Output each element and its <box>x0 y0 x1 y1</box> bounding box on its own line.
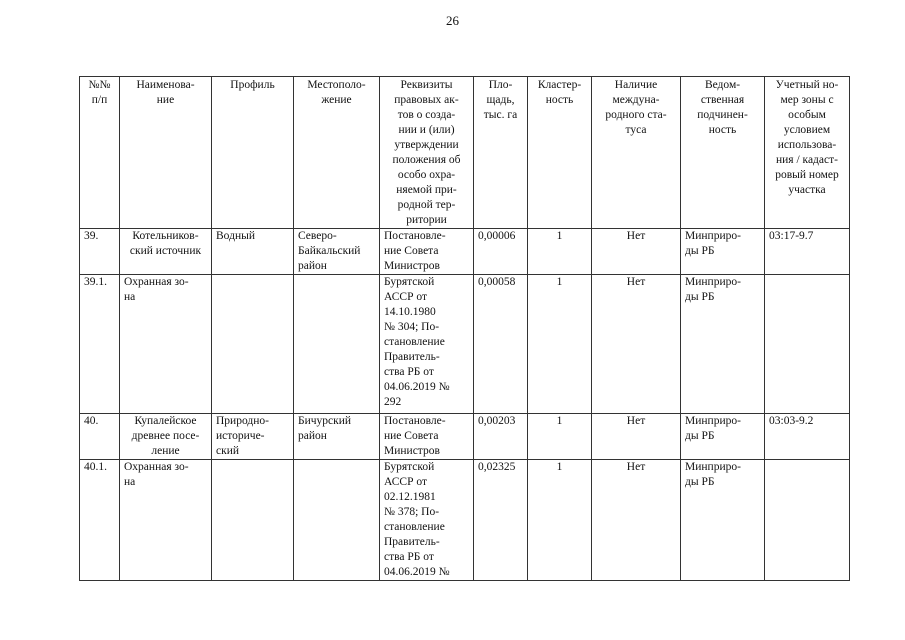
cell-clustering: 1 <box>528 460 592 581</box>
header-name: Наименова- ние <box>120 77 212 229</box>
cell-name: Охранная зо- на <box>120 460 212 581</box>
table-row <box>80 275 850 414</box>
cell-legal-acts: Бурятской АССР от 14.10.1980 № 304; По- становление Правитель- ства РБ от 04.06.2019 № 292 <box>380 275 474 414</box>
table-header-row <box>80 77 850 229</box>
header-registry-number: Учетный но- мер зоны с особым условием использова- ния / кадаст- ровый номер участка <box>765 77 850 229</box>
cell-legal-acts: Постановле- ние Совета Министров <box>380 229 474 275</box>
cell-location <box>294 460 380 581</box>
cell-department: Минприро- ды РБ <box>681 275 765 414</box>
cell-area: 0,00203 <box>474 414 528 460</box>
cell-international-status: Нет <box>592 229 681 275</box>
cell-registry-number <box>765 275 850 414</box>
cell-legal-acts: Постановле- ние Совета Министров <box>380 414 474 460</box>
cell-profile <box>212 275 294 414</box>
header-location: Местополо- жение <box>294 77 380 229</box>
protected-areas-table <box>79 76 850 581</box>
header-legal-acts: Реквизиты правовых ак- тов о созда- нии и (или) утверждении положения об особо охра- няемой при- родной тер- ритории <box>380 77 474 229</box>
cell-legal-acts: Бурятской АССР от 02.12.1981 № 378; По- становление Правитель- ства РБ от 04.06.2019 № <box>380 460 474 581</box>
cell-name: Охранная зо- на <box>120 275 212 414</box>
cell-profile: Водный <box>212 229 294 275</box>
header-clustering: Кластер- ность <box>528 77 592 229</box>
cell-area: 0,00058 <box>474 275 528 414</box>
cell-profile <box>212 460 294 581</box>
cell-clustering: 1 <box>528 414 592 460</box>
cell-number: 39.1. <box>80 275 120 414</box>
page-number: 26 <box>446 13 459 28</box>
cell-location: Бичурский район <box>294 414 380 460</box>
cell-number: 40.1. <box>80 460 120 581</box>
cell-clustering: 1 <box>528 275 592 414</box>
cell-department: Минприро- ды РБ <box>681 414 765 460</box>
cell-name: Купалейское древнее посе- ление <box>120 414 212 460</box>
cell-location: Северо- Байкальский район <box>294 229 380 275</box>
cell-registry-number: 03:03-9.2 <box>765 414 850 460</box>
cell-department: Минприро- ды РБ <box>681 460 765 581</box>
header-international-status: Наличие междуна- родного ста- туса <box>592 77 681 229</box>
cell-international-status: Нет <box>592 414 681 460</box>
cell-name: Котельников- ский источник <box>120 229 212 275</box>
cell-location <box>294 275 380 414</box>
header-number: №№ п/п <box>80 77 120 229</box>
cell-profile: Природно- историче- ский <box>212 414 294 460</box>
header-department: Ведом- ственная подчинен- ность <box>681 77 765 229</box>
cell-international-status: Нет <box>592 460 681 581</box>
cell-registry-number <box>765 460 850 581</box>
cell-clustering: 1 <box>528 229 592 275</box>
cell-area: 0,02325 <box>474 460 528 581</box>
cell-registry-number: 03:17-9.7 <box>765 229 850 275</box>
cell-number: 39. <box>80 229 120 275</box>
cell-department: Минприро- ды РБ <box>681 229 765 275</box>
cell-area: 0,00006 <box>474 229 528 275</box>
table-row <box>80 414 850 460</box>
cell-number: 40. <box>80 414 120 460</box>
cell-international-status: Нет <box>592 275 681 414</box>
table-row <box>80 460 850 581</box>
header-area: Пло- щадь, тыс. га <box>474 77 528 229</box>
header-profile: Профиль <box>212 77 294 229</box>
table-row <box>80 229 850 275</box>
